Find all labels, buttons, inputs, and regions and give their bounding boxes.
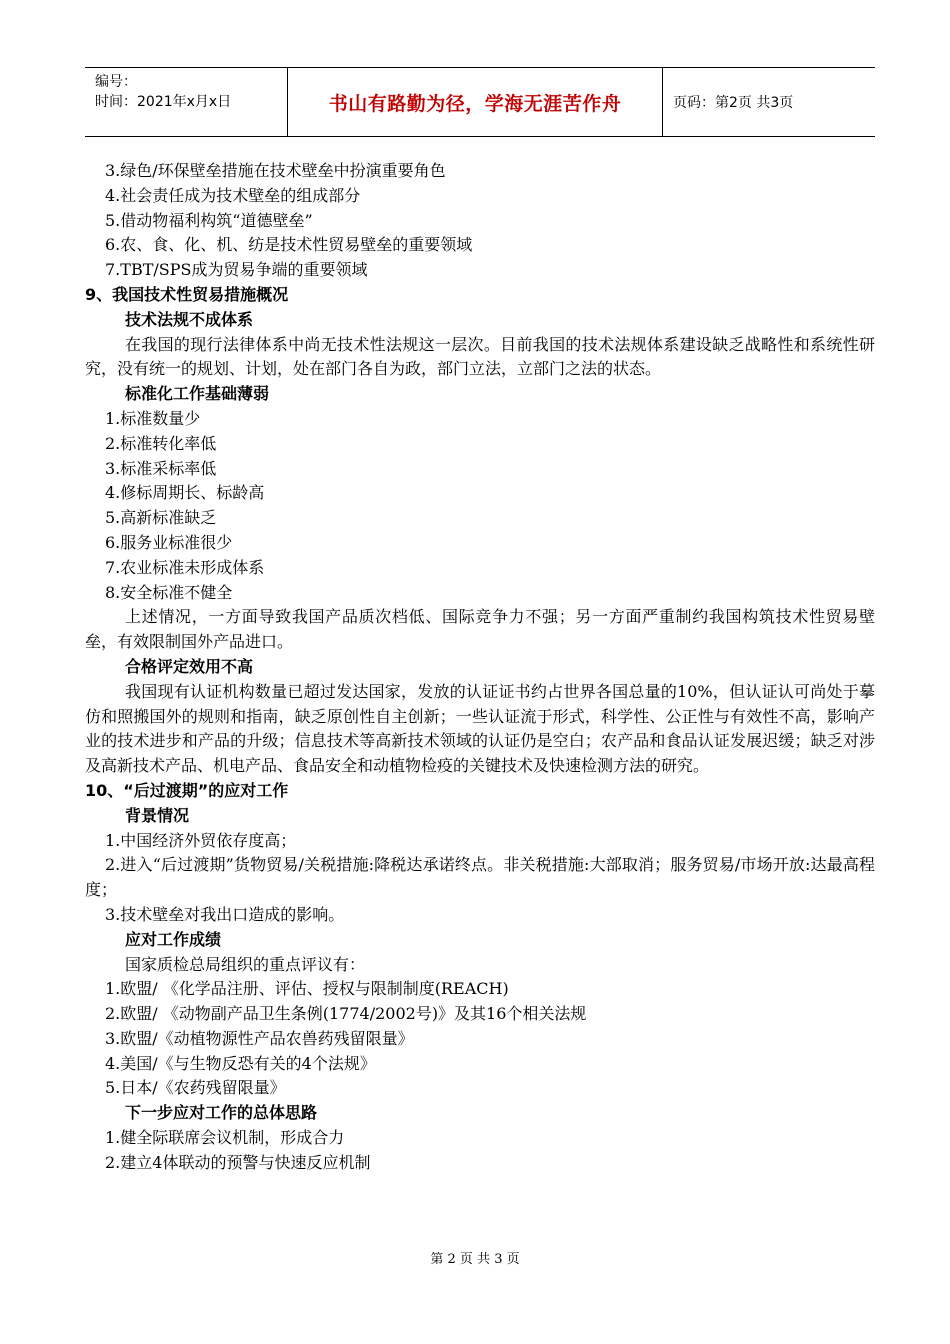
paragraph: 我国现有认证机构数量已超过发达国家，发放的认证证书约占世界各国总量的10%，但认证认可尚处于摹仿和照搬国外的规则和指南，缺乏原创性自主创新；一些认证流于形式，科学性、公正性与有效性不高，影响产业的技术进步和产品的升级；信息技术等高新技术领域的认证仍是空白；农产品和食品认证发展迟缓；缺乏对涉及高新技术产品、机电产品、食品安全和动植物检疫的关键技术及快速检测方法的研究。 — [85, 681, 875, 776]
list-item: 1.欧盟/ 《化学品注册、评估、授权与限制制度(REACH) — [105, 979, 509, 999]
list-item: 2.欧盟/ 《动物副产品卫生条例(1774/2002号)》及其16个相关法规 — [105, 1004, 587, 1024]
list-item: 7.TBT/SPS成为贸易争端的重要领域 — [105, 260, 368, 280]
list-item: 1.标准数量少 — [105, 408, 201, 428]
document-time-label: 时间：2021年x月x日 — [95, 94, 232, 110]
list-item: 7.农业标准未形成体系 — [105, 557, 265, 577]
body-line: 国家质检总局组织的重点评议有： — [125, 954, 366, 974]
header-motto: 书山有路勤为径，学海无涯苦作舟 — [287, 68, 663, 136]
page-footer: 第 2 页 共 3 页 — [430, 1252, 520, 1267]
document-number-label: 编号： — [95, 74, 137, 90]
list-item: 3.技术壁垒对我出口造成的影响。 — [105, 904, 345, 924]
list-item: 5.高新标准缺乏 — [105, 508, 217, 528]
list-item: 2.标准转化率低 — [105, 433, 217, 453]
list-item: 8.安全标准不健全 — [105, 582, 233, 602]
list-item: 6.农、食、化、机、纺是技术性贸易壁垒的重要领域 — [105, 235, 473, 255]
list-item: 2.建立4体联动的预警与快速反应机制 — [105, 1152, 371, 1172]
list-item: 4.美国/《与生物反恐有关的4个法规》 — [105, 1053, 376, 1073]
subsection-heading: 下一步应对工作的总体思路 — [125, 1103, 318, 1123]
list-item: 1.健全际联席会议机制，形成合力 — [105, 1128, 345, 1148]
header-page-number: 页码：第2页 共3页 — [673, 95, 794, 111]
list-item: 3.标准采标率低 — [105, 458, 217, 478]
list-item: 6.服务业标准很少 — [105, 532, 233, 552]
paragraph: 上述情况，一方面导致我国产品质次档低、国际竞争力不强；另一方面严重制约我国构筑技术性贸易壁垒，有效限制国外产品进口。 — [85, 607, 875, 652]
section-heading: 9、我国技术性贸易措施概况 — [85, 284, 289, 304]
list-item: 3.绿色/环保壁垒措施在技术壁垒中扮演重要角色 — [105, 161, 446, 180]
subsection-heading: 技术法规不成体系 — [125, 309, 254, 329]
paragraph: 在我国的现行法律体系中尚无技术性法规这一层次。目前我国的技术法规体系建设缺乏战略性和系统性研究，没有统一的规划、计划，处在部门各自为政，部门立法，立部门之法的状态。 — [85, 334, 875, 379]
paragraph: 2.进入“后过渡期”货物贸易/关税措施:降税达承诺终点。非关税措施:大部取消；服务贸易/市场开放:达最高程度； — [85, 855, 875, 900]
subsection-heading: 标准化工作基础薄弱 — [125, 384, 270, 404]
subsection-heading: 合格评定效用不高 — [125, 656, 254, 676]
subsection-heading: 背景情况 — [125, 805, 190, 825]
section-heading: 10、“后过渡期”的应对工作 — [85, 780, 289, 800]
list-item: 3.欧盟/《动植物源性产品农兽药残留限量》 — [105, 1028, 414, 1048]
list-item: 5.借动物福利构筑“道德壁垒” — [105, 210, 313, 230]
list-item: 1.中国经济外贸依存度高； — [105, 830, 297, 850]
header-left-cell — [85, 68, 287, 136]
subsection-heading: 应对工作成绩 — [125, 929, 222, 949]
list-item: 4.修标周期长、标龄高 — [105, 483, 265, 503]
page-header — [85, 67, 875, 137]
document-body — [85, 159, 875, 1176]
list-item: 4.社会责任成为技术壁垒的组成部分 — [105, 185, 361, 205]
list-item: 5.日本/《农药残留限量》 — [105, 1078, 286, 1098]
